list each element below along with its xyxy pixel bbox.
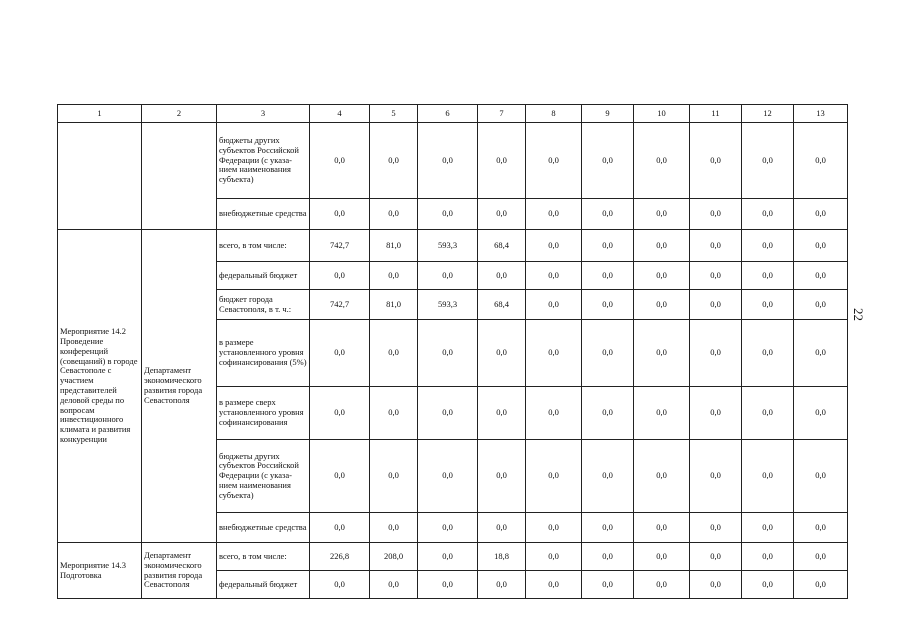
value-cell: 0,0 <box>690 571 742 599</box>
value-cell: 0,0 <box>310 123 370 199</box>
value-cell: 0,0 <box>526 262 582 290</box>
value-cell: 0,0 <box>526 320 582 387</box>
source-label: в размере установленного уровня софинансирования (5%) <box>217 320 310 387</box>
value-cell: 0,0 <box>742 571 794 599</box>
table-body <box>58 105 848 599</box>
value-cell: 593,3 <box>418 290 478 320</box>
source-label: бюджеты других субъектов Российской Федерации (с указа-нием наименования субъекта) <box>217 123 310 199</box>
value-cell: 18,8 <box>478 543 526 571</box>
column-header: 8 <box>526 105 582 123</box>
value-cell: 742,7 <box>310 290 370 320</box>
column-header: 9 <box>582 105 634 123</box>
column-header: 4 <box>310 105 370 123</box>
value-cell: 0,0 <box>634 262 690 290</box>
value-cell: 0,0 <box>582 320 634 387</box>
value-cell: 0,0 <box>478 513 526 543</box>
table-row <box>58 543 848 571</box>
value-cell: 0,0 <box>690 262 742 290</box>
value-cell: 0,0 <box>418 320 478 387</box>
column-header: 5 <box>370 105 418 123</box>
value-cell: 68,4 <box>478 290 526 320</box>
value-cell: 0,0 <box>742 543 794 571</box>
value-cell: 0,0 <box>742 290 794 320</box>
value-cell: 0,0 <box>634 290 690 320</box>
value-cell: 0,0 <box>690 543 742 571</box>
value-cell: 0,0 <box>690 387 742 440</box>
value-cell: 0,0 <box>742 230 794 262</box>
value-cell: 0,0 <box>310 262 370 290</box>
executor-cell: Департамент экономического развития города Севастополя <box>142 230 217 543</box>
value-cell: 226,8 <box>310 543 370 571</box>
value-cell: 0,0 <box>794 387 848 440</box>
measure-cell: Мероприятие 14.3 Подготовка <box>58 543 142 599</box>
value-cell: 0,0 <box>526 571 582 599</box>
value-cell: 0,0 <box>690 199 742 230</box>
measure-cell <box>58 123 142 230</box>
value-cell: 0,0 <box>526 543 582 571</box>
column-header: 11 <box>690 105 742 123</box>
value-cell: 0,0 <box>742 387 794 440</box>
value-cell: 0,0 <box>582 199 634 230</box>
value-cell: 0,0 <box>370 199 418 230</box>
source-label: бюджет города Севастополя, в т. ч.: <box>217 290 310 320</box>
value-cell: 0,0 <box>370 123 418 199</box>
value-cell: 0,0 <box>794 123 848 199</box>
value-cell: 68,4 <box>478 230 526 262</box>
value-cell: 0,0 <box>742 440 794 513</box>
value-cell: 0,0 <box>742 262 794 290</box>
value-cell: 593,3 <box>418 230 478 262</box>
page-number: 22 <box>851 308 866 321</box>
column-header: 7 <box>478 105 526 123</box>
value-cell: 0,0 <box>418 513 478 543</box>
value-cell: 0,0 <box>582 123 634 199</box>
column-header: 13 <box>794 105 848 123</box>
value-cell: 0,0 <box>526 199 582 230</box>
value-cell: 0,0 <box>582 513 634 543</box>
value-cell: 0,0 <box>526 123 582 199</box>
source-label: внебюджетные средства <box>217 513 310 543</box>
value-cell: 0,0 <box>742 513 794 543</box>
value-cell: 0,0 <box>582 290 634 320</box>
value-cell: 208,0 <box>370 543 418 571</box>
column-header: 10 <box>634 105 690 123</box>
value-cell: 0,0 <box>478 199 526 230</box>
value-cell: 0,0 <box>690 440 742 513</box>
value-cell: 0,0 <box>742 199 794 230</box>
value-cell: 0,0 <box>526 230 582 262</box>
value-cell: 0,0 <box>478 571 526 599</box>
column-header: 12 <box>742 105 794 123</box>
value-cell: 0,0 <box>370 513 418 543</box>
value-cell: 0,0 <box>526 290 582 320</box>
value-cell: 81,0 <box>370 290 418 320</box>
value-cell: 0,0 <box>418 440 478 513</box>
column-header: 3 <box>217 105 310 123</box>
source-label: всего, в том числе: <box>217 230 310 262</box>
table-row <box>58 230 848 262</box>
value-cell: 0,0 <box>418 262 478 290</box>
value-cell: 0,0 <box>634 320 690 387</box>
value-cell: 0,0 <box>370 440 418 513</box>
value-cell: 742,7 <box>310 230 370 262</box>
source-label: федеральный бюджет <box>217 571 310 599</box>
header-row <box>58 105 848 123</box>
value-cell: 0,0 <box>690 320 742 387</box>
value-cell: 0,0 <box>794 571 848 599</box>
value-cell: 0,0 <box>478 262 526 290</box>
value-cell: 0,0 <box>794 262 848 290</box>
value-cell: 0,0 <box>582 543 634 571</box>
value-cell: 0,0 <box>690 290 742 320</box>
value-cell: 0,0 <box>526 513 582 543</box>
value-cell: 0,0 <box>794 320 848 387</box>
value-cell: 0,0 <box>418 199 478 230</box>
value-cell: 0,0 <box>582 571 634 599</box>
executor-cell <box>142 123 217 230</box>
budget-table <box>57 104 848 599</box>
value-cell: 0,0 <box>634 440 690 513</box>
value-cell: 0,0 <box>690 513 742 543</box>
value-cell: 0,0 <box>742 320 794 387</box>
value-cell: 0,0 <box>582 262 634 290</box>
value-cell: 0,0 <box>634 230 690 262</box>
value-cell: 0,0 <box>370 262 418 290</box>
value-cell: 0,0 <box>794 199 848 230</box>
value-cell: 0,0 <box>310 440 370 513</box>
table-row <box>58 123 848 199</box>
value-cell: 0,0 <box>582 387 634 440</box>
value-cell: 0,0 <box>370 387 418 440</box>
source-label: всего, в том числе: <box>217 543 310 571</box>
value-cell: 0,0 <box>478 387 526 440</box>
value-cell: 0,0 <box>742 123 794 199</box>
source-label: в размере сверх установленного уровня софинансирования <box>217 387 310 440</box>
value-cell: 0,0 <box>478 123 526 199</box>
value-cell: 0,0 <box>478 320 526 387</box>
value-cell: 81,0 <box>370 230 418 262</box>
value-cell: 0,0 <box>310 320 370 387</box>
value-cell: 0,0 <box>794 230 848 262</box>
value-cell: 0,0 <box>690 123 742 199</box>
value-cell: 0,0 <box>310 387 370 440</box>
value-cell: 0,0 <box>418 387 478 440</box>
source-label: бюджеты других субъектов Российской Федерации (с указа-нием наименования субъекта) <box>217 440 310 513</box>
value-cell: 0,0 <box>478 440 526 513</box>
column-header: 1 <box>58 105 142 123</box>
value-cell: 0,0 <box>634 513 690 543</box>
value-cell: 0,0 <box>310 571 370 599</box>
value-cell: 0,0 <box>310 199 370 230</box>
value-cell: 0,0 <box>634 571 690 599</box>
value-cell: 0,0 <box>634 543 690 571</box>
value-cell: 0,0 <box>794 543 848 571</box>
value-cell: 0,0 <box>690 230 742 262</box>
value-cell: 0,0 <box>418 123 478 199</box>
executor-cell: Департамент экономического развития города Севастополя <box>142 543 217 599</box>
column-header: 6 <box>418 105 478 123</box>
value-cell: 0,0 <box>582 440 634 513</box>
value-cell: 0,0 <box>582 230 634 262</box>
value-cell: 0,0 <box>794 513 848 543</box>
value-cell: 0,0 <box>526 440 582 513</box>
value-cell: 0,0 <box>370 320 418 387</box>
value-cell: 0,0 <box>634 123 690 199</box>
value-cell: 0,0 <box>418 543 478 571</box>
value-cell: 0,0 <box>634 199 690 230</box>
value-cell: 0,0 <box>310 513 370 543</box>
value-cell: 0,0 <box>418 571 478 599</box>
source-label: федеральный бюджет <box>217 262 310 290</box>
source-label: внебюджетные средства <box>217 199 310 230</box>
value-cell: 0,0 <box>370 571 418 599</box>
value-cell: 0,0 <box>794 290 848 320</box>
value-cell: 0,0 <box>526 387 582 440</box>
column-header: 2 <box>142 105 217 123</box>
measure-cell: Мероприятие 14.2 Проведение конференций (совещаний) в городе Севастополе с участием представителей деловой среды по вопросам инвестиционного климата и развития конкуренции <box>58 230 142 543</box>
value-cell: 0,0 <box>634 387 690 440</box>
value-cell: 0,0 <box>794 440 848 513</box>
